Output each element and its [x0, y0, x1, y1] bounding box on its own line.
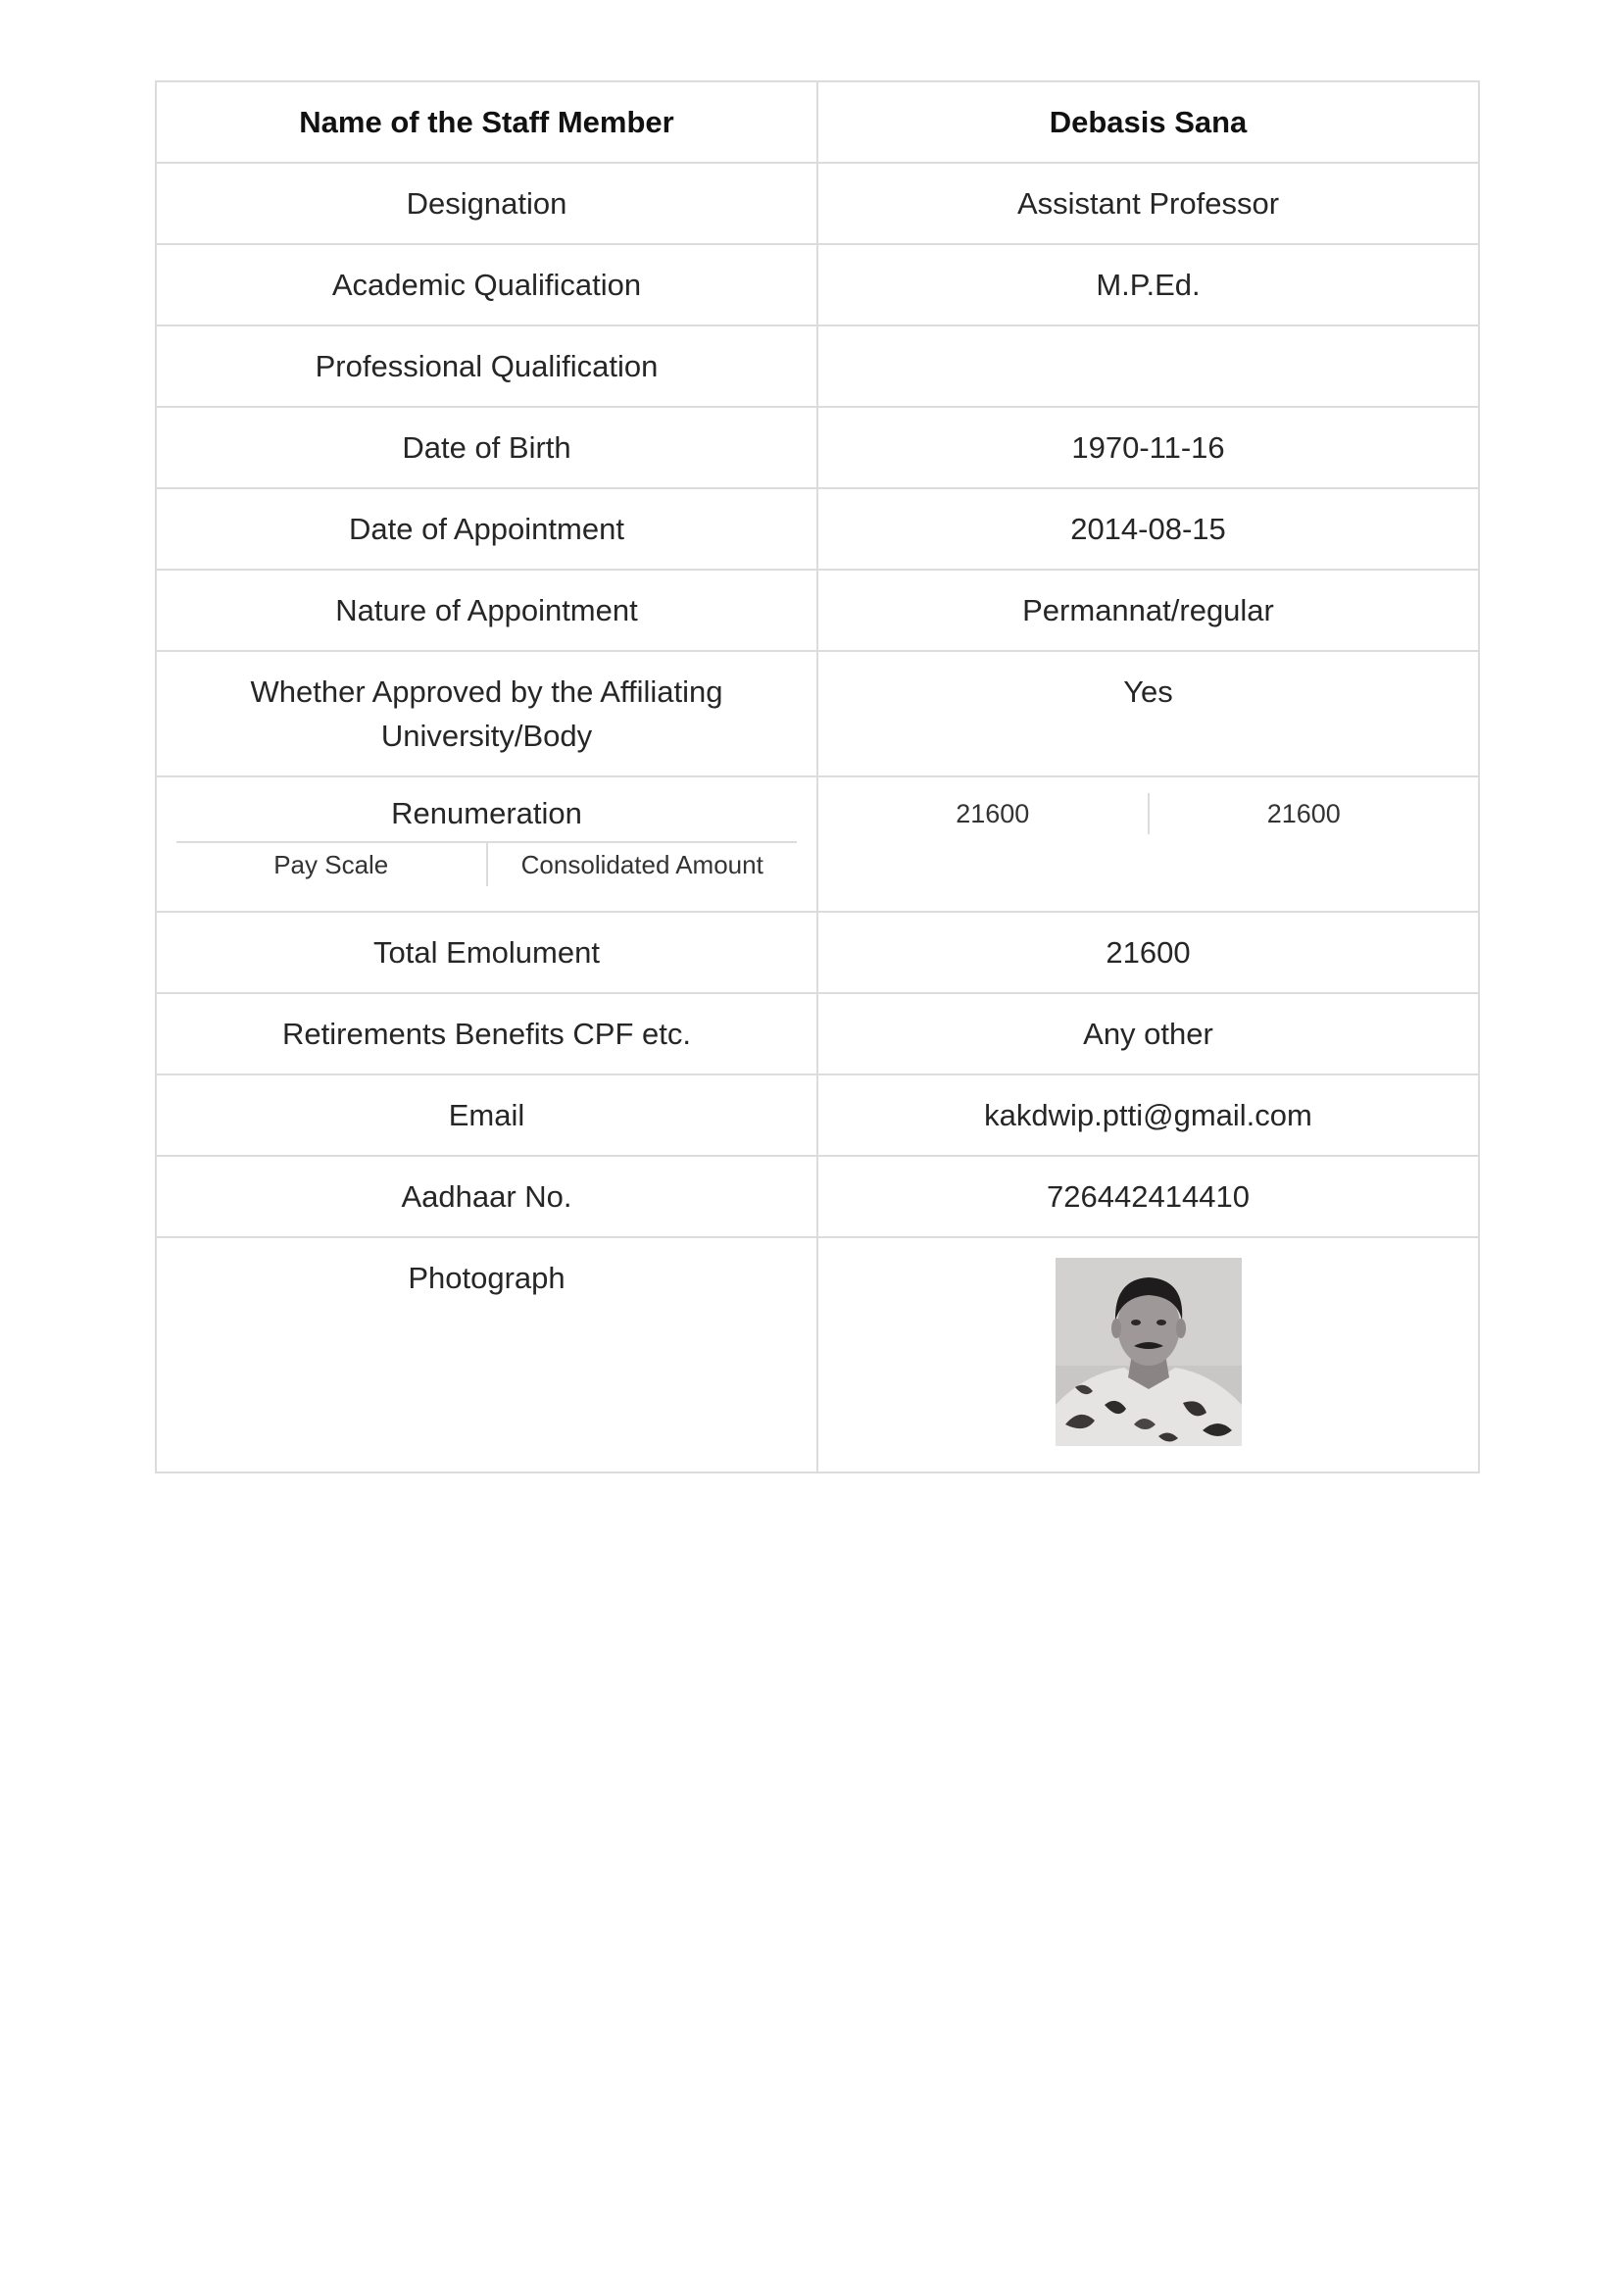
total-emolument-value: 21600	[817, 912, 1479, 993]
date-of-birth-label: Date of Birth	[156, 407, 817, 488]
photograph-cell	[817, 1237, 1479, 1472]
table-row	[156, 1237, 1479, 1472]
consolidated-amount-value: 21600	[1148, 793, 1459, 834]
table-row	[156, 407, 1479, 488]
approval-status-value: Yes	[817, 651, 1479, 776]
table-row	[156, 244, 1479, 325]
email-label: Email	[156, 1074, 817, 1156]
table-row	[156, 325, 1479, 407]
staff-name-value: Debasis Sana	[817, 81, 1479, 163]
table-row	[156, 993, 1479, 1074]
pay-scale-value: 21600	[956, 799, 1030, 828]
email-value: kakdwip.ptti@gmail.com	[817, 1074, 1479, 1156]
designation-label: Designation	[156, 163, 817, 244]
renumeration-subheaders	[176, 841, 797, 886]
nature-of-appointment-value: Permannat/regular	[817, 570, 1479, 651]
table-row	[156, 163, 1479, 244]
table-row	[156, 776, 1479, 912]
pay-scale-label: Pay Scale	[273, 850, 389, 879]
date-of-birth-value: 1970-11-16	[817, 407, 1479, 488]
consolidated-amount-label: Consolidated Amount	[486, 843, 798, 886]
table-row	[156, 912, 1479, 993]
table-row	[156, 1156, 1479, 1237]
renumeration-values-cell	[817, 776, 1479, 912]
table-row	[156, 81, 1479, 163]
approval-status-label: Whether Approved by the Affiliating University/Body	[156, 651, 817, 776]
retirement-benefits-label: Retirements Benefits CPF etc.	[156, 993, 817, 1074]
designation-value: Assistant Professor	[817, 163, 1479, 244]
table-row	[156, 651, 1479, 776]
date-of-appointment-value: 2014-08-15	[817, 488, 1479, 570]
table-row	[156, 570, 1479, 651]
aadhaar-label: Aadhaar No.	[156, 1156, 817, 1237]
staff-name-label: Name of the Staff Member	[156, 81, 817, 163]
table-row	[156, 1074, 1479, 1156]
nature-of-appointment-label: Nature of Appointment	[156, 570, 817, 651]
total-emolument-label: Total Emolument	[156, 912, 817, 993]
renumeration-values	[838, 793, 1458, 834]
date-of-appointment-label: Date of Appointment	[156, 488, 817, 570]
aadhaar-value: 726442414410	[817, 1156, 1479, 1237]
staff-details-table	[155, 80, 1480, 1473]
renumeration-cell	[156, 776, 817, 912]
photograph-label: Photograph	[156, 1237, 817, 1472]
retirement-benefits-value: Any other	[817, 993, 1479, 1074]
renumeration-label: Renumeration	[391, 796, 582, 830]
staff-photograph	[1056, 1258, 1242, 1446]
table-row	[156, 488, 1479, 570]
professional-qualification-value	[817, 325, 1479, 407]
professional-qualification-label: Professional Qualification	[156, 325, 817, 407]
academic-qualification-value: M.P.Ed.	[817, 244, 1479, 325]
academic-qualification-label: Academic Qualification	[156, 244, 817, 325]
